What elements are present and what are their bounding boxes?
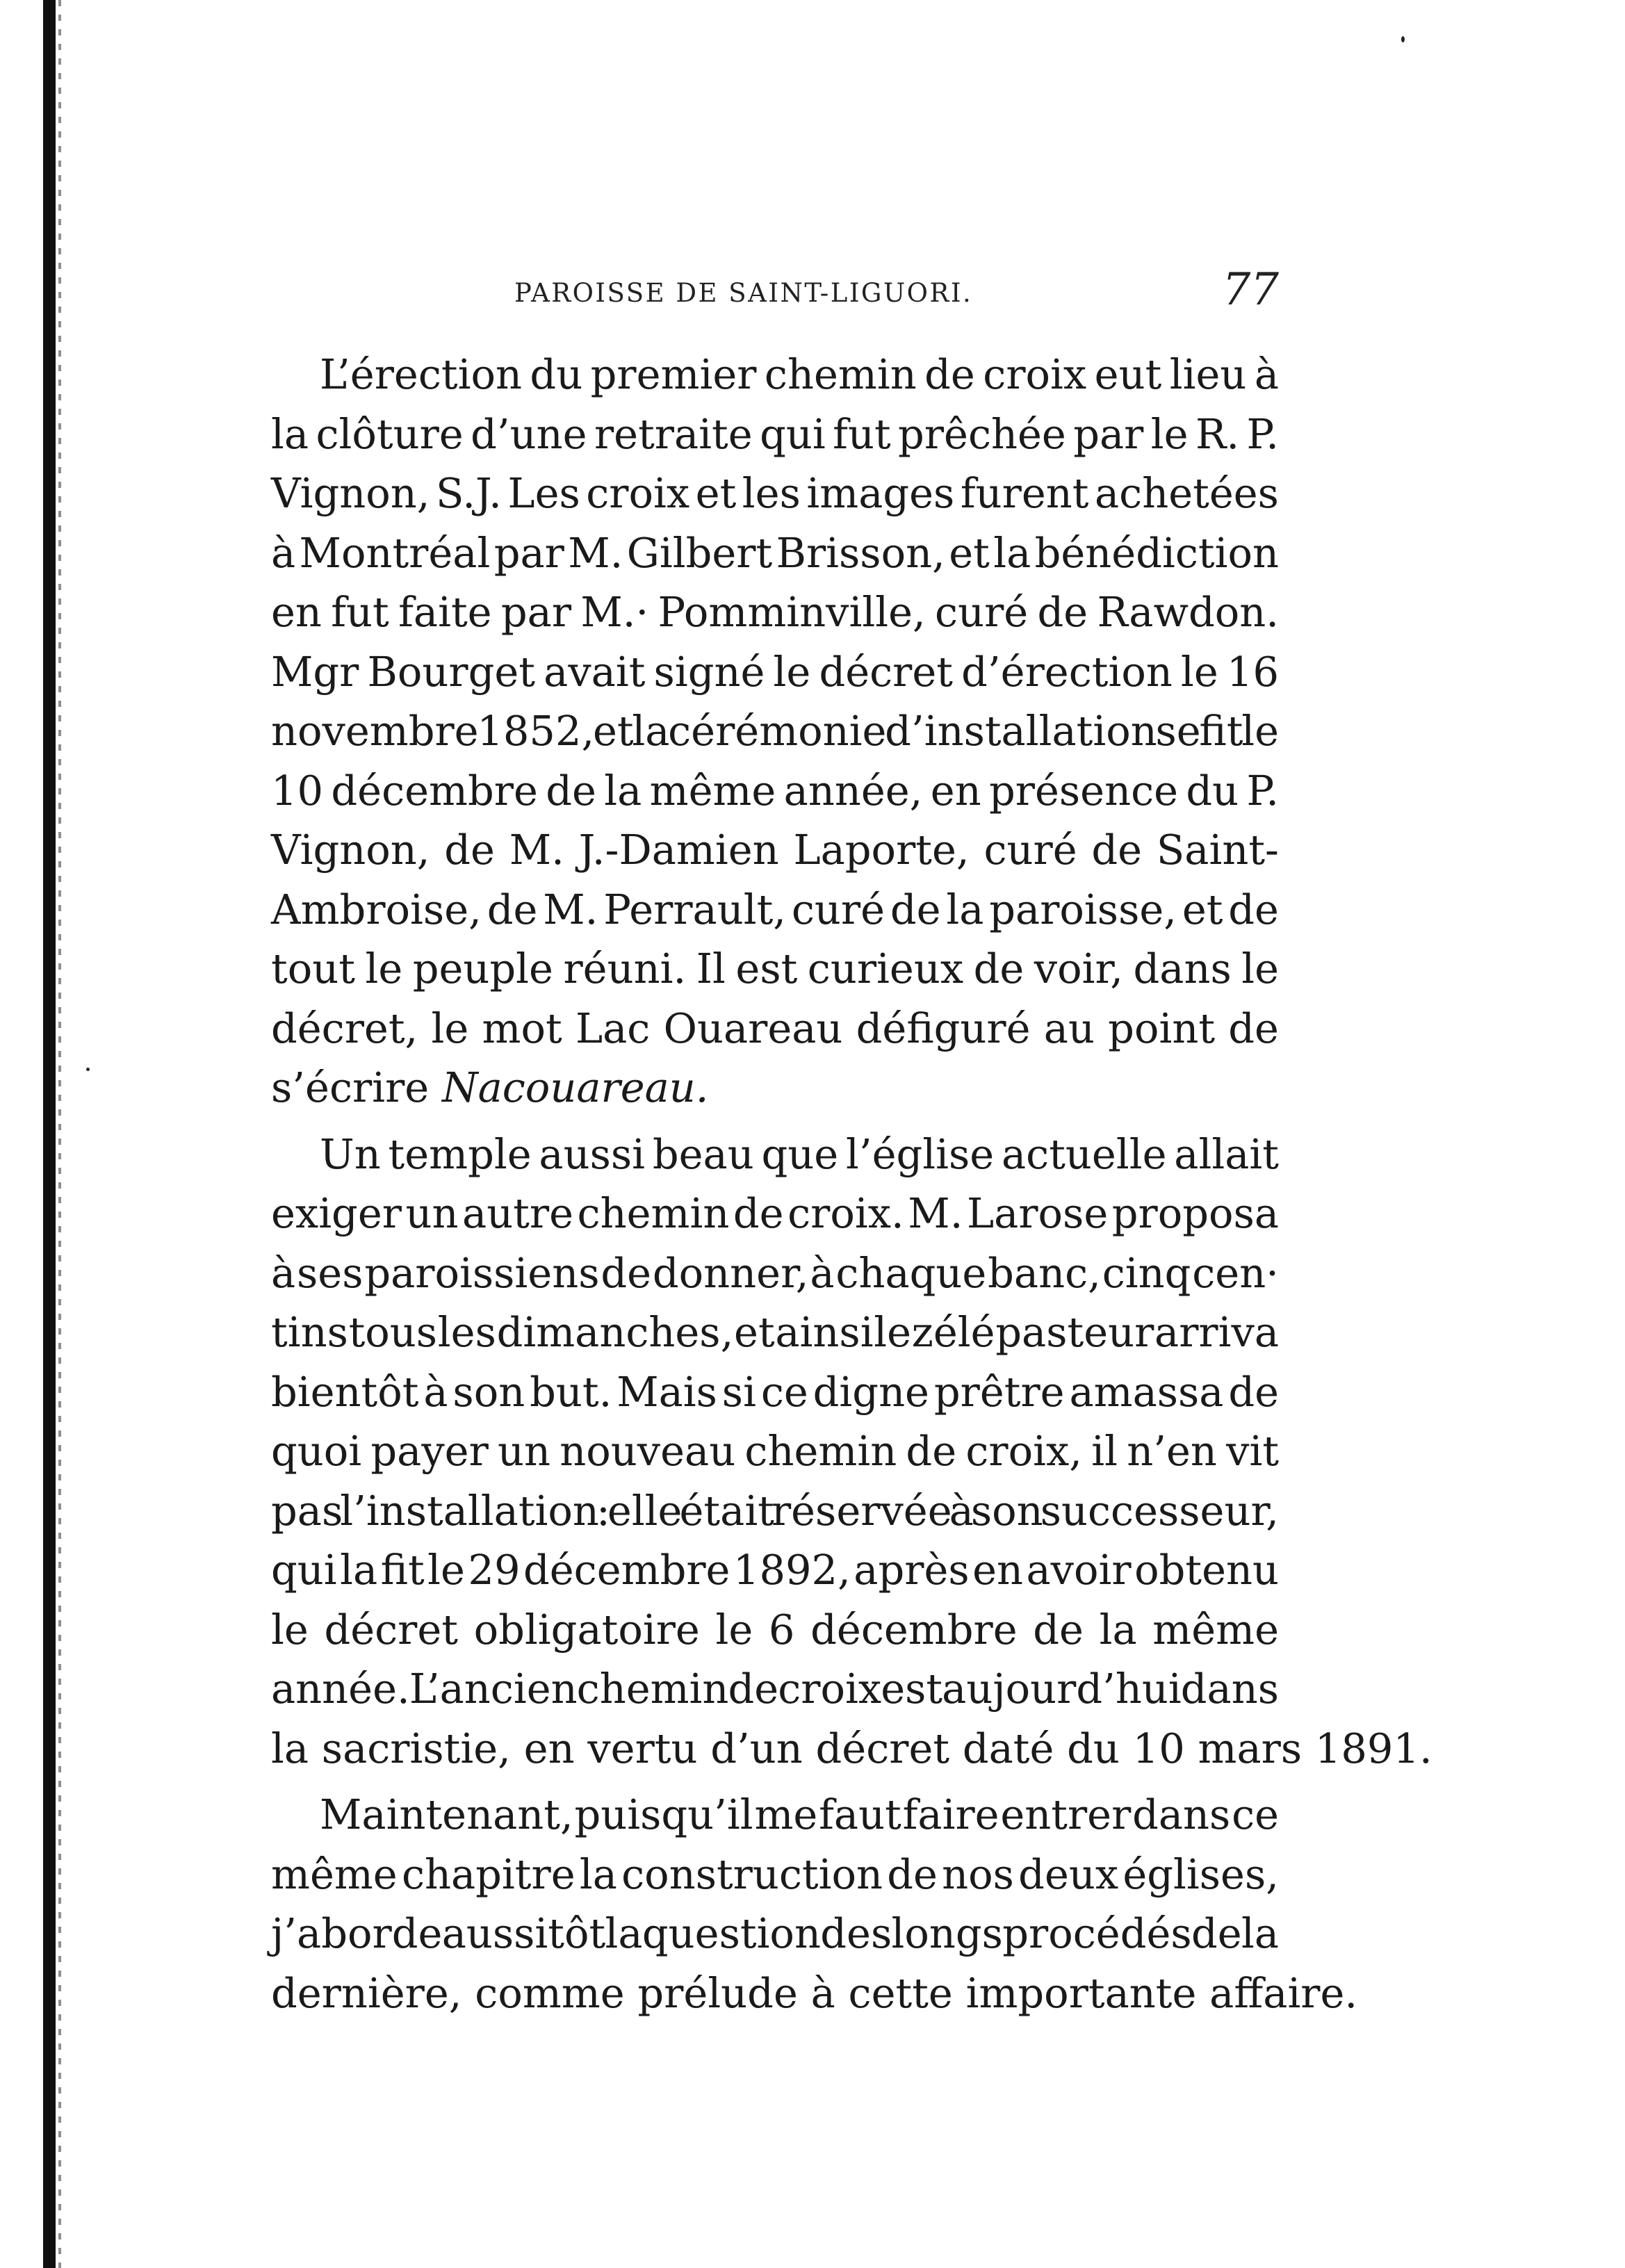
italic-place-name: Nacouareau.: [441, 1063, 709, 1111]
text-line: qui la fit le 29 décembre 1892, après en avoir obtenu: [271, 1546, 1279, 1594]
text-line: à Montréal par M. Gilbert Brisson, et la bénédiction: [271, 528, 1279, 577]
text-line: Vignon, de M. J.-Damien Laporte, curé de Saint-: [271, 826, 1279, 874]
text-line-final: [271, 1058, 1279, 1118]
text-line: Un temple aussi beau que l’église actuelle allait: [320, 1129, 1279, 1178]
text-line: L’érection du premier chemin de croix eut lieu à: [320, 350, 1280, 398]
text-line: 10 décembre de la même année, en présence du P.: [271, 766, 1279, 815]
text-line: même chapitre la construction de nos deux églises,: [271, 1850, 1280, 1898]
text-line: j’aborde aussitôt la question des longs procédés de la: [271, 1909, 1280, 1957]
text-line: dernière, comme prélude à cette importante affaire.: [271, 1968, 1358, 2017]
text-line: décret, le mot Lac Ouareau défiguré au point de: [271, 1004, 1279, 1052]
text-line: en fut faite par M.· Pomminville, curé de Rawdon.: [271, 588, 1280, 636]
paragraph-1: [271, 345, 1279, 1118]
page-number: 77: [1222, 264, 1279, 316]
text-line: Vignon, S.J. Les croix et les images furent achetées: [271, 469, 1279, 517]
scan-speck: [86, 1068, 90, 1071]
text-line: bientôt à son but. Mais si ce digne prêtre amassa de: [271, 1367, 1280, 1416]
binding-edge-rule: [43, 0, 56, 2268]
text-line: Ambroise, de M. Perrault, curé de la paroisse, et de: [271, 885, 1279, 933]
text-line: novembre 1852, et la cérémonie d’installation se fit le: [271, 707, 1279, 755]
text-line: Maintenant, puisqu’il me faut faire entrer dans ce: [320, 1790, 1280, 1838]
text-line: la clôture d’une retraite qui fut prêchée par le R. P.: [271, 409, 1280, 458]
text-line-prefix: s’écrire: [271, 1063, 442, 1111]
text-line: pas l’installation : elle était réservée à son successeur,: [271, 1486, 1279, 1535]
text-line: Mgr Bourget avait signé le décret d’érection le 16: [271, 647, 1280, 696]
text-line: année. L’ancien chemin de croix est aujourd’hui dans: [271, 1665, 1280, 1713]
text-line: la sacristie, en vertu d’un décret daté du 10 mars 1891.: [271, 1724, 1432, 1772]
running-title: PAROISSE DE SAINT-LIGUORI.: [514, 278, 973, 308]
running-head: [271, 264, 1279, 327]
paragraph-2: [271, 1125, 1432, 1779]
body-text: [271, 345, 1432, 2023]
text-line: exiger un autre chemin de croix. M. Larose proposa: [271, 1189, 1280, 1237]
text-line: tins tous les dimanches, et ainsi le zélé pasteur arriva: [271, 1308, 1279, 1356]
scan-speck: [1401, 36, 1405, 42]
text-line: quoi payer un nouveau chemin de croix, il n’en vit: [271, 1427, 1280, 1475]
text-line: à ses paroissiens de donner, à chaque banc, cinq cen·: [271, 1248, 1279, 1297]
binding-edge-texture: [58, 0, 61, 2268]
text-line: tout le peuple réuni. Il est curieux de voir, dans le: [271, 945, 1280, 993]
paragraph-3: [271, 1785, 1358, 2023]
text-line: le décret obligatoire le 6 décembre de la même: [271, 1605, 1280, 1654]
